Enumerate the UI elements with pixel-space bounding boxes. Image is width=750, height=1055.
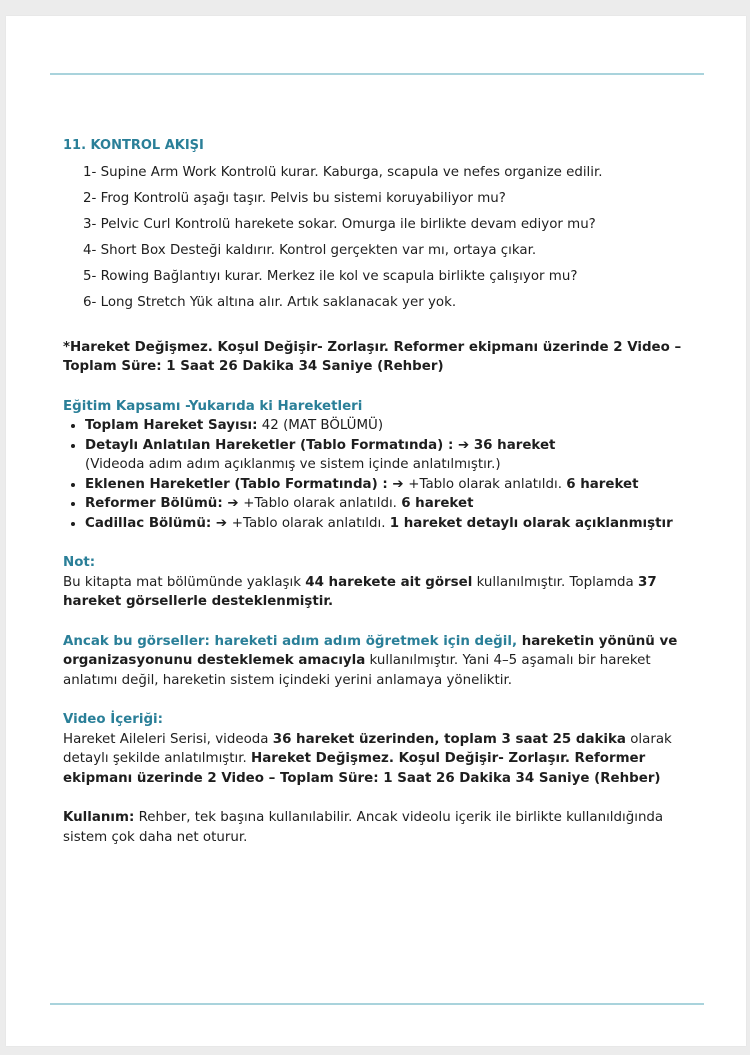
- images-note-bold: hareketin yönünü ve organizasyonunu desteklemek amacıyla: [63, 633, 678, 668]
- list-item: 4- Short Box Desteği kaldırır. Kontrol gerçekten var mı, ortaya çıkar.: [83, 242, 537, 258]
- bullet-label: Cadillac Bölümü:: [85, 515, 212, 531]
- images-note-text: [63, 632, 683, 691]
- list-item: 3- Pelvic Curl Kontrolü harekete sokar. Omurga ile birlikte devam ediyor mu?: [83, 216, 596, 232]
- video-text: [63, 730, 683, 789]
- list-item: 6- Long Stretch Yük altına alır. Artık saklanacak yer yok.: [83, 294, 457, 310]
- bullet-text: +Tablo olarak anlatıldı.: [408, 476, 567, 492]
- note-section: [63, 553, 683, 612]
- video-text-bold: 36 hareket üzerinden, toplam 3 saat 25 dakika: [272, 731, 626, 747]
- video-text-part: olarak detaylı şekilde anlatılmıştır.: [63, 731, 672, 766]
- list-item: 5- Rowing Bağlantıyı kurar. Merkez ile kol ve scapula birlikte çalışıyor mu?: [83, 268, 578, 284]
- bullet-text: +Tablo olarak anlatıldı.: [231, 515, 390, 531]
- scope-title: Eğitim Kapsamı -Yukarıda ki Hareketleri: [63, 398, 363, 414]
- page-content: [63, 136, 683, 847]
- arrow-icon: ➔: [222, 496, 244, 511]
- scope-list: [63, 416, 683, 533]
- bullet-subtext: (Videoda adım adım açıklanmış ve sistem içinde anlatılmıştır.): [85, 457, 501, 472]
- list-item: [85, 514, 683, 534]
- bullet-label: Toplam Hareket Sayısı:: [85, 418, 258, 433]
- arrow-icon: ➔: [211, 515, 232, 531]
- video-text-part: Hareket Aileleri Serisi, videoda: [63, 731, 273, 747]
- bullet-text: +Tablo olarak anlatıldı.: [243, 496, 402, 511]
- top-divider: [50, 73, 704, 75]
- usage-text: [63, 808, 683, 847]
- note-text-part: kullanılmıştır. Toplamda: [472, 574, 638, 590]
- note-text-bold: 37 hareket görsellerle desteklenmiştir.: [63, 574, 657, 609]
- note-text: [63, 573, 683, 612]
- list-item: 2- Frog Kontrolü aşağı taşır. Pelvis bu sistemi koruyabiliyor mu?: [83, 190, 506, 206]
- bullet-value: 6 hareket: [566, 476, 639, 492]
- bullet-value: 36 hareket: [473, 437, 556, 453]
- usage-body: Rehber, tek başına kullanılabilir. Ancak videolu içerik ile birlikte kullanıldığında sistem çok daha net oturur.: [63, 810, 664, 845]
- bullet-value: 6 hareket: [401, 496, 474, 511]
- images-note-section: [63, 632, 683, 691]
- bullet-value: 1 hareket detaylı olarak açıklanmıştır: [389, 515, 673, 531]
- images-note-part: kullanılmıştır. Yani 4–5 aşamalı bir hareket anlatımı değil, hareketin sistem içindeki yerini anlamaya yöneliktir.: [63, 653, 651, 688]
- bullet-label: Eklenen Hareketler (Tablo Formatında) :: [85, 476, 388, 492]
- training-scope: [63, 397, 683, 534]
- bullet-label: Reformer Bölümü:: [85, 496, 223, 511]
- control-flow-list: [63, 160, 683, 316]
- section-heading: 11. KONTROL AKIŞI: [63, 138, 204, 153]
- video-section: [63, 710, 683, 788]
- reformer-note: *Hareket Değişmez. Koşul Değişir- Zorlaşır. Reformer ekipmanı üzerinde 2 Video – Toplam Süre: 1 Saat 26 Dakika 34 Saniye (Rehber): [63, 339, 682, 374]
- note-text-bold: 44 harekete ait görsel: [305, 574, 473, 590]
- list-item: [85, 416, 683, 436]
- list-item: [85, 494, 683, 514]
- arrow-icon: ➔: [453, 437, 474, 453]
- list-item: [85, 436, 683, 475]
- list-item: [85, 475, 683, 495]
- bullet-label: Detaylı Anlatılan Hareketler (Tablo Formatında) :: [85, 437, 454, 453]
- usage-label: Kullanım:: [63, 810, 135, 825]
- video-title: Video İçeriği:: [63, 712, 163, 727]
- bullet-value: 42 (MAT BÖLÜMÜ): [257, 418, 384, 433]
- document-page: [6, 16, 746, 1046]
- usage-section: [63, 808, 683, 847]
- video-text-bold: Hareket Değişmez. Koşul Değişir- Zorlaşır. Reformer ekipmanı üzerinde 2 Video – Toplam Süre: 1 Saat 26 Dakika 34 Saniye (Rehber): [63, 751, 661, 786]
- note-text-part: Bu kitapta mat bölümünde yaklaşık: [63, 574, 306, 590]
- note-title: Not:: [63, 555, 96, 570]
- list-item: 1- Supine Arm Work Kontrolü kurar. Kaburga, scapula ve nefes organize edilir.: [83, 164, 603, 180]
- images-note-lead: Ancak bu görseller: hareketi adım adım öğretmek için değil,: [63, 633, 518, 649]
- arrow-icon: ➔: [387, 476, 409, 492]
- bottom-divider: [50, 1003, 704, 1005]
